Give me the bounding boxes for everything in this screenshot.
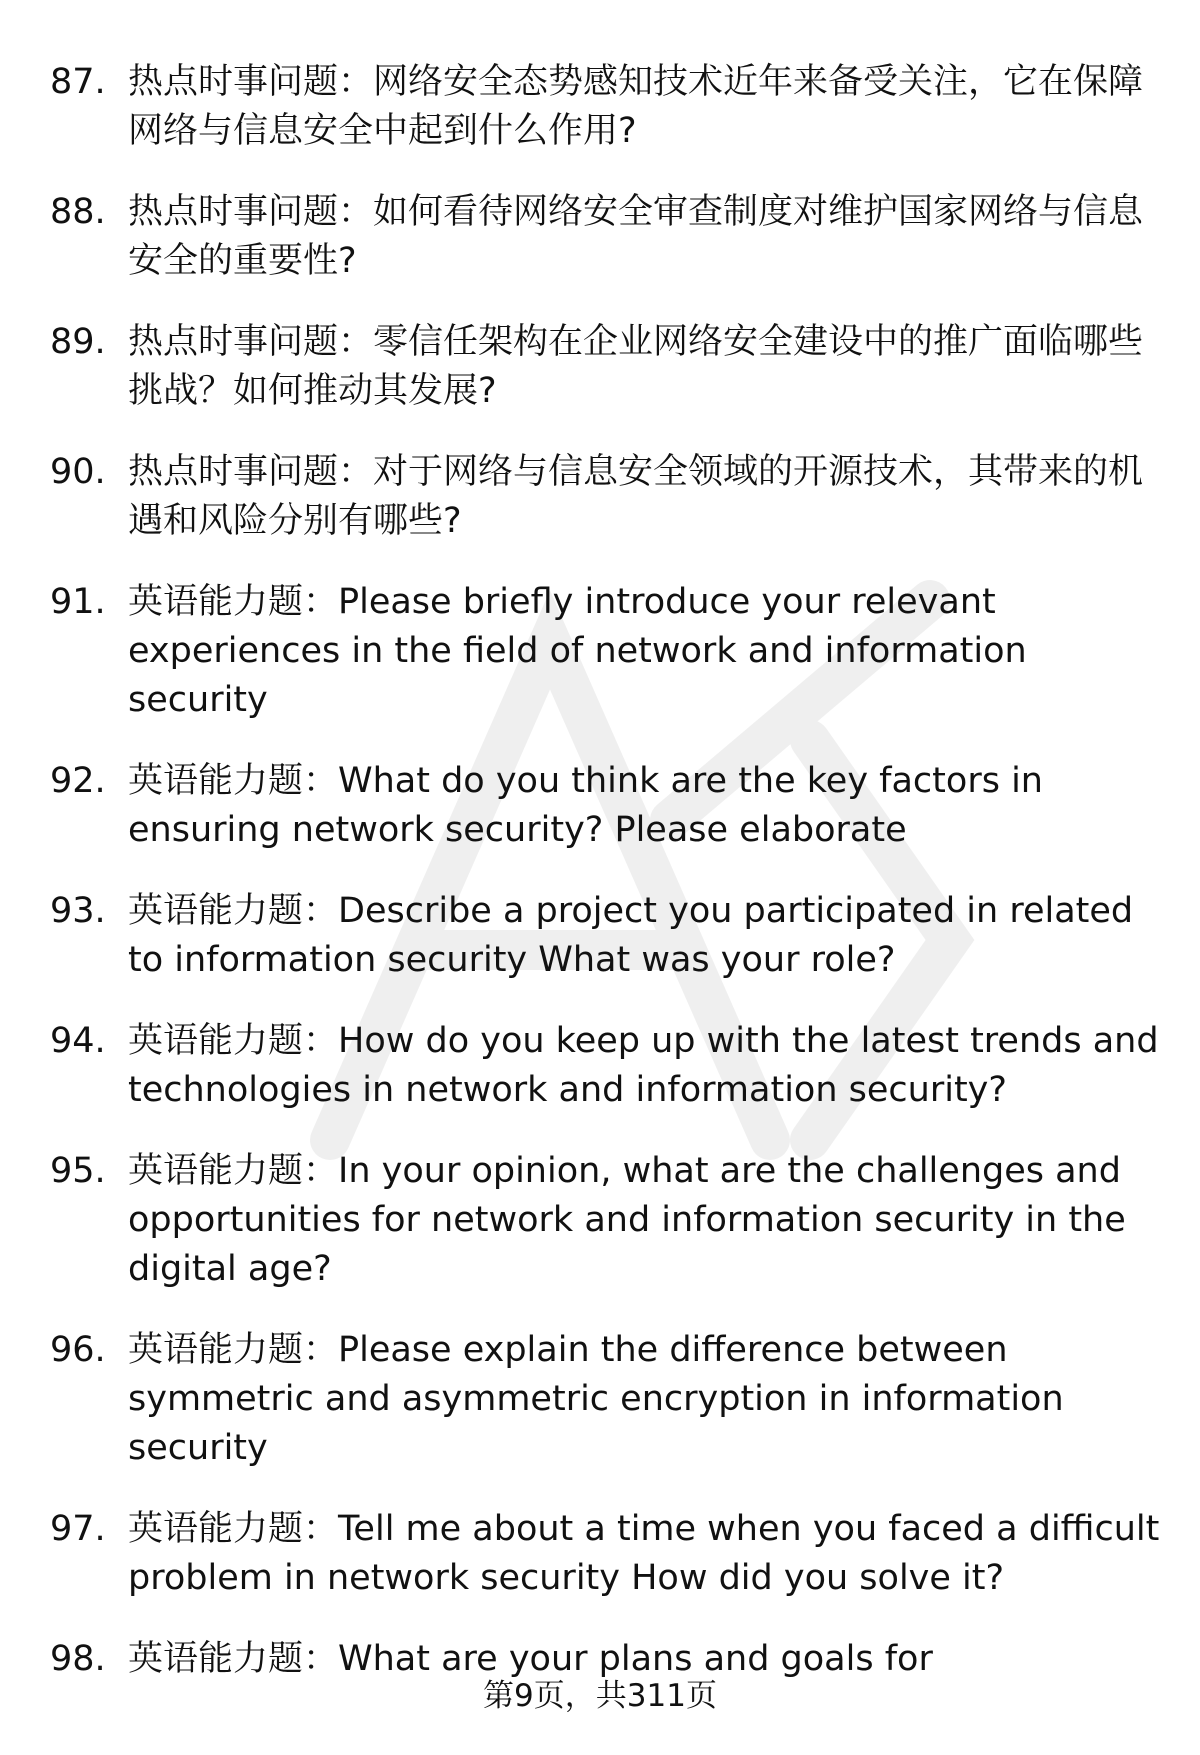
- question-item: [50, 578, 1160, 725]
- question-item: [50, 448, 1160, 546]
- question-number: 90.: [50, 452, 106, 492]
- question-item: [50, 887, 1160, 985]
- page-footer: 第9页，共311页: [483, 1678, 717, 1714]
- question-text: 英语能力题：What do you think are the key factors in ensuring network security? Please elaborate: [128, 761, 1043, 850]
- question-text: 英语能力题：Please explain the difference between symmetric and asymmetric encryption in information security: [128, 1330, 1064, 1468]
- question-number: 93.: [50, 891, 106, 931]
- question-number: 87.: [50, 62, 106, 102]
- question-number: 92.: [50, 761, 106, 801]
- question-number: 97.: [50, 1509, 106, 1549]
- question-item: [50, 757, 1160, 855]
- question-number: 91.: [50, 582, 106, 622]
- question-text: 英语能力题：How do you keep up with the latest trends and technologies in network and information security?: [128, 1021, 1159, 1110]
- question-text: 英语能力题：In your opinion, what are the challenges and opportunities for network and information security in the digital age?: [128, 1151, 1126, 1289]
- question-text: 英语能力题：What are your plans and goals for: [128, 1639, 933, 1679]
- question-number: 96.: [50, 1330, 106, 1370]
- question-item: [50, 58, 1160, 156]
- question-text: 热点时事问题：如何看待网络安全审查制度对维护国家网络与信息安全的重要性?: [128, 192, 1144, 281]
- question-item: [50, 1505, 1160, 1603]
- question-item: [50, 1326, 1160, 1473]
- question-text: 热点时事问题：网络安全态势感知技术近年来备受关注，它在保障网络与信息安全中起到什么作用?: [128, 62, 1144, 151]
- question-text: 英语能力题：Please briefly introduce your relevant experiences in the field of network and information security: [128, 582, 1027, 720]
- question-number: 95.: [50, 1151, 106, 1191]
- question-number: 88.: [50, 192, 106, 232]
- question-text: 热点时事问题：对于网络与信息安全领域的开源技术，其带来的机遇和风险分别有哪些?: [128, 452, 1144, 541]
- question-number: 94.: [50, 1021, 106, 1061]
- question-number: 98.: [50, 1639, 106, 1679]
- question-item: [50, 1017, 1160, 1115]
- question-text: 英语能力题：Tell me about a time when you faced a difficult problem in network security How did you solve it?: [128, 1509, 1160, 1598]
- question-item: [50, 188, 1160, 286]
- question-text: 英语能力题：Describe a project you participated in related to information security What was your role?: [128, 891, 1134, 980]
- question-item: [50, 318, 1160, 416]
- question-item: [50, 1147, 1160, 1294]
- question-list: [50, 58, 1160, 1716]
- question-text: 热点时事问题：零信任架构在企业网络安全建设中的推广面临哪些挑战？如何推动其发展?: [128, 322, 1144, 411]
- question-number: 89.: [50, 322, 106, 362]
